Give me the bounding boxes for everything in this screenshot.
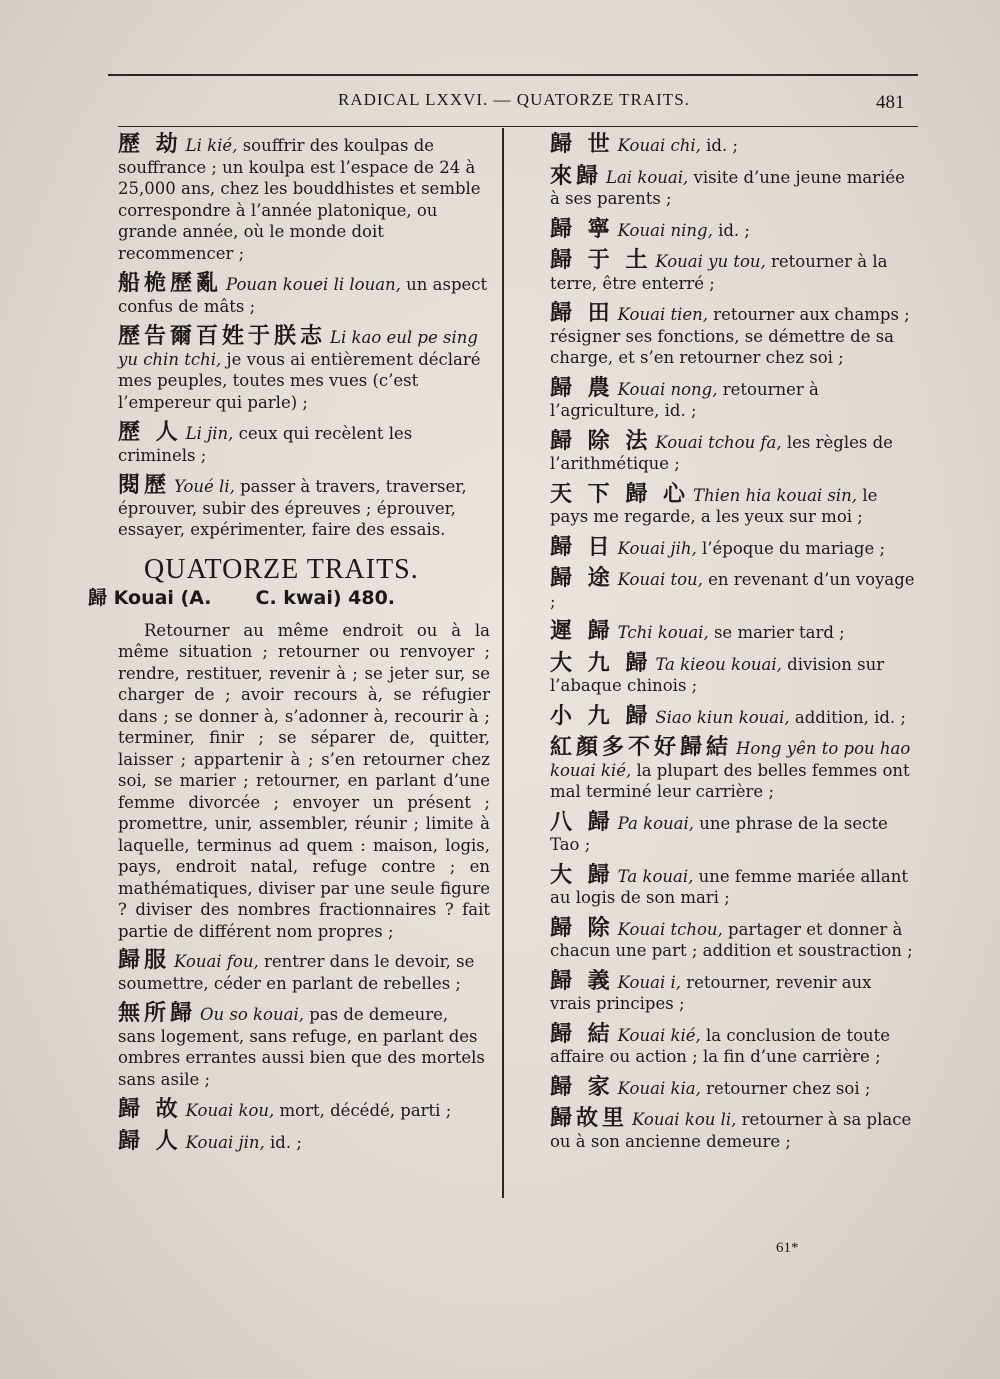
entry-romanization: Li kié, <box>185 136 238 155</box>
entry-definition: visite d’une jeune mariée à ses parents ; <box>550 167 905 208</box>
entry-romanization: Youé li, <box>174 477 235 496</box>
dictionary-entry <box>550 809 916 856</box>
entry-romanization: Kouai jih, <box>617 538 697 558</box>
entry-romanization: Siao kiun kouai, <box>655 707 790 727</box>
entry-romanization: Kouai tou, <box>617 570 703 589</box>
entry-definition: retourner à la terre, être enterré ; <box>550 252 888 293</box>
key-cantonese: C. kwai) 480. <box>255 587 396 609</box>
entry-definition: retourner, revenir aux vrais principes ; <box>550 972 872 1013</box>
entry-romanization: Kouai nong, <box>617 379 718 399</box>
entry-characters: 八 歸 <box>550 809 614 835</box>
signature-mark: 61* <box>776 1240 799 1256</box>
entry-definition: addition, id. ; <box>794 707 906 727</box>
dictionary-entry <box>550 134 916 157</box>
entry-characters: 歸 農 <box>550 375 614 401</box>
entry-romanization: Kouai ning, <box>617 220 713 240</box>
entry-definition: une phrase de la secte Tao ; <box>550 813 888 854</box>
entry-romanization: Thien hia kouai sin, <box>692 485 858 505</box>
dictionary-entry <box>550 915 916 962</box>
entry-characters: 無所歸 <box>118 1001 197 1026</box>
entry-definition: retourner chez soi ; <box>706 1078 871 1098</box>
entry-definition: l’époque du mariage ; <box>702 538 886 558</box>
entry-romanization: Kouai chi, <box>617 136 701 155</box>
dictionary-entry <box>118 950 490 994</box>
entry-definition: un aspect confus de mâts ; <box>118 275 488 316</box>
entry-characters: 天 下 歸 心 <box>550 481 689 507</box>
entry-definition: ceux qui recèlent les criminels ; <box>118 424 413 465</box>
entry-romanization: Ou so kouai, <box>200 1005 304 1024</box>
key-char: 歸 <box>88 587 108 609</box>
left-entries-2 <box>118 950 490 1153</box>
dictionary-entry <box>550 1021 916 1068</box>
entry-definition: rentrer dans le devoir, se soumettre, céder en parlant de rebelles ; <box>118 952 475 993</box>
entry-romanization: Kouai tchou, <box>617 919 723 939</box>
entry-definition: passer à travers, traverser, éprouver, subir des épreuves ; éprouver, essayer, expérimenter, faire des essais. <box>118 477 467 539</box>
dictionary-entry <box>550 650 916 697</box>
entry-romanization: Tchi kouai, <box>617 623 709 642</box>
key-definition: Retourner au même endroit ou à la même situation ; retourner ou renvoyer ; rendre, restituer, revenir à ; se jeter sur, se charger de ; avoir recours à, se réfugier dans ; se donner à, s’adonner à, recourir à ; terminer, finir ; se séparer de, quitter, laisser ; appartenir à ; s’en retourner chez soi, se marier ; retourner, en parlant d’une femme divorcée ; envoyer un présent ; promettre, unir, assembler, réunir ; limite à laquelle, terminus ad quem : maison, logis, pays, endroit natal, refuge contre ; en mathématiques, diviser par une seule figure ? diviser des nombres fractionnaires ? fait partie de différent nom propres ; <box>118 620 490 941</box>
entry-characters: 歸 日 <box>550 534 614 560</box>
entry-characters: 大 九 歸 <box>550 650 652 676</box>
entry-romanization: Ta kouai, <box>617 866 694 886</box>
entry-romanization: Kouai tien, <box>617 305 709 324</box>
entry-definition: id. ; <box>270 1132 302 1152</box>
entry-characters: 歸 人 <box>118 1128 182 1154</box>
entry-characters: 歷 劫 <box>118 132 182 157</box>
dictionary-entry <box>550 737 916 803</box>
entry-definition: souffrir des koulpas de souffrance ; un koulpa est l’espace de 24 à 25,000 ans, chez les bouddhistes et semble correspondre à l’année platonique, ou grande année, où le monde doit recommencer ; <box>118 136 481 263</box>
dictionary-entry <box>550 534 916 560</box>
entry-characters: 歸 義 <box>550 968 614 994</box>
entry-romanization: Kouai kia, <box>617 1078 701 1098</box>
entry-definition: retourner à l’agriculture, id. ; <box>550 379 819 420</box>
entry-romanization: Ta kieou kouai, <box>655 654 782 674</box>
entry-characters: 來歸 <box>550 163 603 189</box>
entry-definition: retourner à sa place ou à son ancienne demeure ; <box>550 1110 912 1151</box>
entry-romanization: Kouai jin, <box>185 1132 265 1152</box>
dictionary-entry <box>550 163 916 210</box>
entry-characters: 歷告爾百姓于朕志 <box>118 324 327 349</box>
dictionary-entry <box>550 216 916 242</box>
entry-characters: 歸 于 土 <box>550 248 652 273</box>
header-rule <box>118 126 918 127</box>
dictionary-entry <box>550 428 916 475</box>
entry-definition: une femme mariée allant au logis de son mari ; <box>550 866 908 907</box>
entry-characters: 閱歷 <box>118 473 171 498</box>
dictionary-entry <box>118 273 490 317</box>
section-title: QUATORZE TRAITS. <box>144 553 419 585</box>
dictionary-entry <box>550 968 916 1015</box>
entry-characters: 歸 除 <box>550 915 614 941</box>
entry-definition: le pays me regarde, a les yeux sur moi ; <box>550 485 878 526</box>
page-number: 481 <box>876 92 905 113</box>
entry-characters: 歸 故 <box>118 1097 182 1122</box>
entry-characters: 歸 世 <box>550 132 614 157</box>
column-divider <box>502 128 504 1198</box>
entry-definition: partager et donner à chacun une part ; addition et soustraction ; <box>550 919 913 960</box>
dictionary-entry <box>550 703 916 729</box>
entry-characters: 大 歸 <box>550 862 614 888</box>
entry-characters: 小 九 歸 <box>550 703 652 729</box>
dictionary-entry <box>118 1128 490 1154</box>
entry-romanization: Hong yên to pou hao kouai kié, <box>550 739 911 780</box>
dictionary-entry <box>550 250 916 294</box>
key-entry <box>88 588 490 610</box>
entry-characters: 紅顏多不好歸結 <box>550 735 733 760</box>
right-column <box>550 134 916 1161</box>
entry-characters: 歸 途 <box>550 566 614 591</box>
entry-characters: 歷 人 <box>118 420 182 445</box>
entry-characters: 歸 除 法 <box>550 428 652 454</box>
entry-romanization: Kouai fou, <box>174 952 259 971</box>
entry-characters: 歸 家 <box>550 1074 614 1100</box>
entry-definition: la plupart des belles femmes ont mal terminé leur carrière ; <box>550 760 910 801</box>
dictionary-entry <box>550 1108 916 1152</box>
entry-characters: 歸 寧 <box>550 216 614 242</box>
top-rule <box>108 74 918 76</box>
entry-definition: id. ; <box>706 136 739 155</box>
entry-characters: 歸 結 <box>550 1021 614 1047</box>
entry-romanization: Li jin, <box>185 424 234 443</box>
dictionary-entry <box>118 475 490 541</box>
dictionary-entry <box>118 1003 490 1090</box>
entry-romanization: Pa kouai, <box>617 813 695 833</box>
entry-definition: les règles de l’arithmétique ; <box>550 432 893 473</box>
entry-romanization: Li kao eul pe sing yu chin tchi, <box>118 328 478 369</box>
entry-romanization: Kouai kou, <box>185 1101 275 1120</box>
entry-romanization: Lai kouai, <box>606 167 689 187</box>
dictionary-entry <box>550 375 916 422</box>
entry-definition: la conclusion de toute affaire ou action ; la fin d’une carrière ; <box>550 1025 891 1066</box>
entry-definition: division sur l’abaque chinois ; <box>550 654 885 695</box>
entry-definition: mort, décédé, parti ; <box>279 1101 452 1120</box>
dictionary-entry <box>118 1099 490 1122</box>
dictionary-entry <box>118 326 490 413</box>
entry-definition: retourner aux champs ; résigner ses fonctions, se démettre de sa charge, et s’en retourner chez soi ; <box>550 305 910 367</box>
left-entries <box>118 134 490 541</box>
dictionary-entry <box>550 621 916 644</box>
dictionary-entry <box>118 422 490 466</box>
dictionary-entry <box>550 568 916 612</box>
dictionary-entry <box>550 481 916 528</box>
entry-romanization: Pouan kouei li louan, <box>226 275 401 294</box>
dictionary-entry <box>550 1074 916 1100</box>
entry-definition: je vous ai entièrement déclaré mes peuples, toutes mes vues (c’est l’empereur qui parle) ; <box>118 349 481 412</box>
entry-characters: 船桅歷亂 <box>118 271 223 296</box>
entry-romanization: Kouai kou li, <box>632 1110 737 1129</box>
entry-characters: 歸故里 <box>550 1106 629 1131</box>
entry-romanization: Kouai i, <box>617 972 681 992</box>
key-romanization: Kouai (A. <box>113 587 212 609</box>
entry-definition: en revenant d’un voyage ; <box>550 570 915 611</box>
entry-romanization: Kouai tchou fa, <box>655 432 782 452</box>
dictionary-entry <box>550 303 916 369</box>
entry-characters: 歸 田 <box>550 301 614 326</box>
entry-romanization: Kouai kié, <box>617 1025 701 1045</box>
entry-characters: 歸服 <box>118 948 171 973</box>
dictionary-entry <box>550 862 916 909</box>
right-entries <box>550 134 916 1152</box>
entry-definition: se marier tard ; <box>713 623 845 642</box>
entry-definition: id. ; <box>718 220 750 240</box>
dictionary-entry <box>118 134 490 264</box>
entry-romanization: Kouai yu tou, <box>655 252 766 271</box>
entry-characters: 遲 歸 <box>550 619 614 644</box>
running-head: RADICAL LXXVI. — QUATORZE TRAITS. <box>338 90 690 109</box>
entry-definition: pas de demeure, sans logement, sans refuge, en parlant des ombres errantes aussi bien que des mortels sans asile ; <box>118 1005 485 1089</box>
left-column <box>88 132 490 1162</box>
